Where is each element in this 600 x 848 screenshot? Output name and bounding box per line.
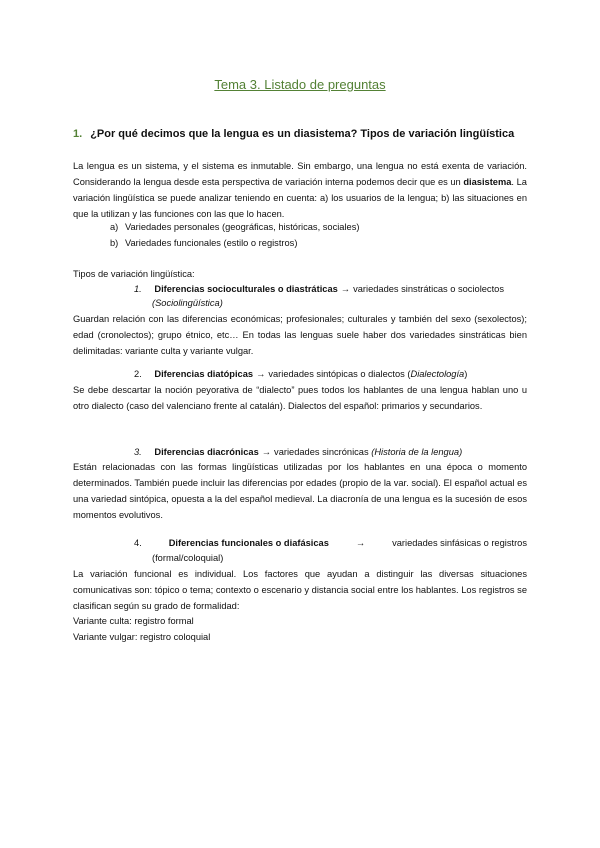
intro-bold-term: diasistema xyxy=(463,177,512,187)
question-heading xyxy=(73,128,514,140)
section-4-line-2: Variante vulgar: registro coloquial xyxy=(73,632,211,642)
list-marker-a: a) xyxy=(110,222,119,232)
page-title: Tema 3. Listado de preguntas xyxy=(214,77,386,92)
list-text-a: Variedades personales (geográficas, históricas, sociales) xyxy=(125,222,360,232)
section-4-heading xyxy=(134,535,527,551)
question-text: ¿Por qué decimos que la lengua es un diasistema? Tipos de variación lingüística xyxy=(90,128,515,140)
section-2-variety: variedades sintópicas o dialectos ( xyxy=(268,369,411,379)
list-item-a xyxy=(110,219,360,235)
section-2-discipline: Dialectología xyxy=(410,369,465,379)
arrow-icon: → xyxy=(256,369,266,379)
intro-text-2: . La variación lingüística se puede analizar teniendo en cuenta: a) los usuarios de la lengua; b) las situaciones en que la utilizan y las funciones con las que lo hacen. xyxy=(73,177,527,219)
section-4-variety: variedades sinfásicas o registros xyxy=(392,538,527,548)
section-1-title: Diferencias socioculturales o diastráticas xyxy=(154,284,338,294)
section-2-paren: ) xyxy=(464,369,468,379)
list-text-b: Variedades funcionales (estilo o registros) xyxy=(125,238,298,248)
section-3-heading xyxy=(134,444,462,460)
intro-paragraph xyxy=(73,158,527,222)
section-2-body: Se debe descartar la noción peyorativa de “dialecto” pues todos los hablantes de una lengua hablan uno u otro dialecto (caso del valenciano frente al catalán). Dialectos del español: primarios y secundarios. xyxy=(73,385,527,411)
section-3-discipline: (Historia de la lengua) xyxy=(371,447,463,457)
types-label: Tipos de variación lingüística: xyxy=(73,269,195,279)
section-1-marker: 1. xyxy=(134,284,142,294)
section-1-discipline: (Sociolingüística) xyxy=(152,298,223,308)
section-4-marker: 4. xyxy=(134,538,142,548)
arrow-icon: → xyxy=(261,447,272,457)
arrow-icon: → xyxy=(340,284,351,294)
section-4-title: Diferencias funcionales o diafásicas xyxy=(168,538,329,548)
section-3-marker: 3. xyxy=(134,447,142,457)
question-number: 1. xyxy=(73,128,83,140)
arrow-icon: → xyxy=(355,538,366,548)
section-4-line-1: Variante culta: registro formal xyxy=(73,616,194,626)
section-2-title: Diferencias diatópicas xyxy=(154,369,254,379)
section-4-register: (formal/coloquial) xyxy=(152,553,224,563)
section-2-marker: 2. xyxy=(134,369,142,379)
section-2-heading xyxy=(134,366,467,382)
section-3-body: Están relacionadas con las formas lingüísticas utilizadas por los hablantes en una época o momento determinados. También puede incluir las diferencias por edades (propio de la var. social). El español actual es una variedad sintópica, opuesta a la del español medieval. La diacronía de una lengua es la sucesión de esos momentos evolutivos. xyxy=(73,462,527,520)
list-marker-b: b) xyxy=(110,238,119,248)
section-3-variety: variedades sincrónicas xyxy=(274,447,369,457)
list-item-b xyxy=(110,235,298,251)
section-1-body: Guardan relación con las diferencias económicas; profesionales; culturales y también del sexo (sexolectos); edad (cronolectos); grupo étnico, etc… En todas las lenguas suele haber dos variedades sinstráticas bien delimitadas: variante culta y variante vulgar. xyxy=(73,314,527,356)
section-1-variety: variedades sinstráticas o sociolectos xyxy=(353,284,504,294)
section-3-title: Diferencias diacrónicas xyxy=(154,447,259,457)
intro-text-1: La lengua es un sistema, y el sistema es inmutable. Sin embargo, una lengua no está exenta de variación. Considerando la lengua desde esta perspectiva de variación interna podemos decir que es un xyxy=(73,161,527,187)
section-4-body: La variación funcional es individual. Los factores que ayudan a distinguir las diversas situaciones comunicativas son: tópico o tema; contexto o escenario y distancia social entre los hablantes. Los registros se clasifican según su grado de formalidad: xyxy=(73,569,527,611)
